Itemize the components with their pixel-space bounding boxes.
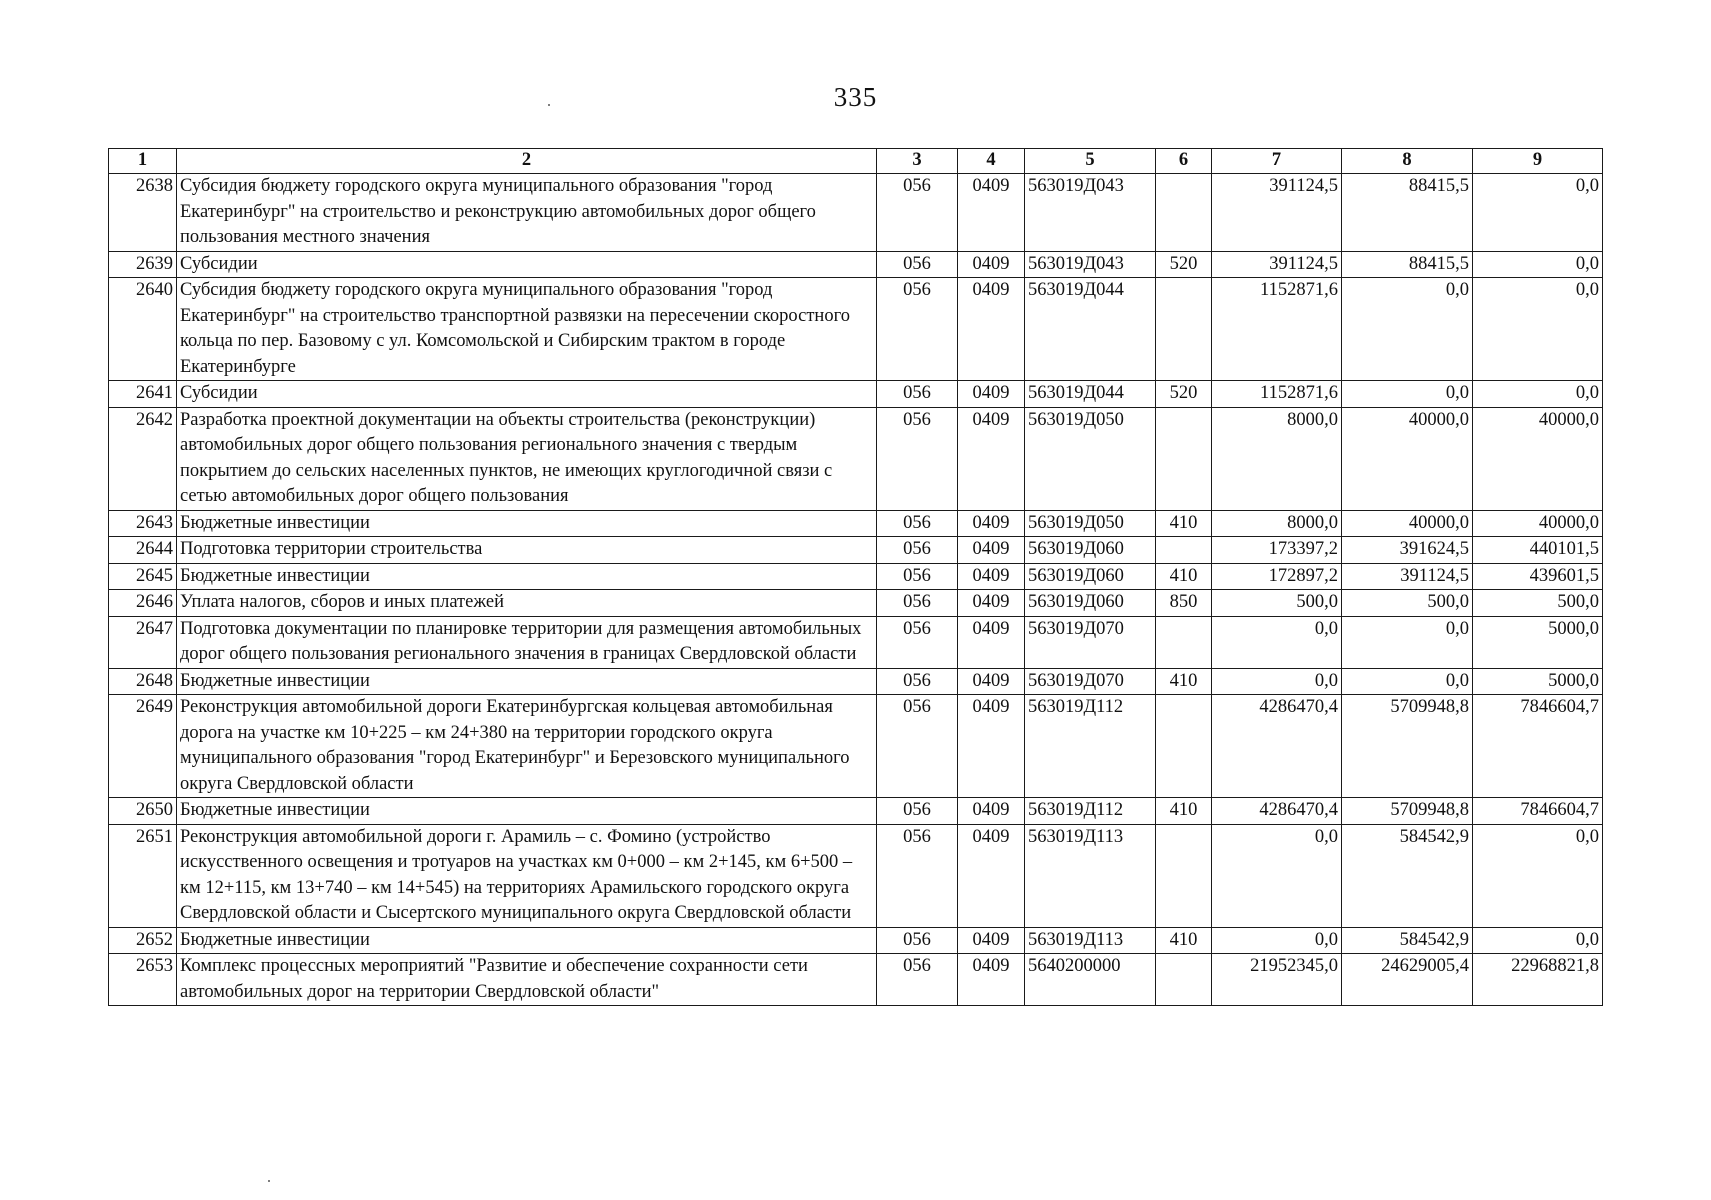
row-code-col5: 563019Д112 (1025, 798, 1156, 825)
row-value-col8: 0,0 (1342, 278, 1473, 381)
table-header-row (109, 149, 1603, 174)
table-row (109, 251, 1603, 278)
row-code-col6 (1156, 695, 1212, 798)
page-number: 335 (833, 82, 878, 112)
row-value-col7: 0,0 (1212, 824, 1342, 927)
row-code-col3: 056 (877, 174, 958, 252)
budget-table (108, 148, 1603, 1006)
row-value-col8: 88415,5 (1342, 174, 1473, 252)
row-name: Подготовка документации по планировке территории для размещения автомобильных дорог общего пользования регионального значения в границах Свердловской области (177, 616, 877, 668)
row-code-col3: 056 (877, 537, 958, 564)
row-code-col3: 056 (877, 251, 958, 278)
row-value-col8: 88415,5 (1342, 251, 1473, 278)
row-value-col9: 0,0 (1473, 251, 1603, 278)
row-number: 2643 (109, 510, 177, 537)
row-number: 2640 (109, 278, 177, 381)
row-value-col9: 7846604,7 (1473, 695, 1603, 798)
table-row (109, 174, 1603, 252)
row-number: 2651 (109, 824, 177, 927)
scan-speck (548, 104, 550, 106)
table-row (109, 927, 1603, 954)
header-col-8: 8 (1342, 149, 1473, 174)
row-value-col9: 0,0 (1473, 174, 1603, 252)
row-code-col4: 0409 (958, 695, 1025, 798)
row-value-col7: 391124,5 (1212, 251, 1342, 278)
header-col-6: 6 (1156, 149, 1212, 174)
row-code-col6: 410 (1156, 668, 1212, 695)
row-value-col9: 5000,0 (1473, 616, 1603, 668)
row-number: 2647 (109, 616, 177, 668)
row-name: Реконструкция автомобильной дороги г. Арамиль – с. Фомино (устройство искусственного освещения и тротуаров на участках км 0+000 – км 2+145, км 6+500 – км 12+115, км 13+740 – км 14+545) на территориях Арамильского городского округа Свердловской области и Сысертского муниципального округа Свердловской области (177, 824, 877, 927)
row-number: 2642 (109, 407, 177, 510)
header-col-5: 5 (1025, 149, 1156, 174)
row-code-col5: 563019Д113 (1025, 824, 1156, 927)
row-number: 2646 (109, 590, 177, 617)
row-name: Субсидии (177, 251, 877, 278)
row-code-col4: 0409 (958, 537, 1025, 564)
row-number: 2649 (109, 695, 177, 798)
row-value-col7: 1152871,6 (1212, 278, 1342, 381)
table-row (109, 695, 1603, 798)
row-name: Разработка проектной документации на объекты строительства (реконструкции) автомобильных дорог общего пользования регионального значения с твердым покрытием до сельских населенных пунктов, не имеющих круглогодичной связи с сетью автомобильных дорог общего пользования (177, 407, 877, 510)
table-row (109, 616, 1603, 668)
row-code-col3: 056 (877, 668, 958, 695)
row-value-col8: 40000,0 (1342, 407, 1473, 510)
row-number: 2645 (109, 563, 177, 590)
row-code-col4: 0409 (958, 174, 1025, 252)
row-value-col9: 5000,0 (1473, 668, 1603, 695)
row-value-col8: 5709948,8 (1342, 695, 1473, 798)
row-code-col5: 563019Д060 (1025, 563, 1156, 590)
row-code-col5: 563019Д070 (1025, 668, 1156, 695)
row-name: Подготовка территории строительства (177, 537, 877, 564)
row-value-col8: 391624,5 (1342, 537, 1473, 564)
row-code-col6 (1156, 174, 1212, 252)
row-code-col5: 563019Д060 (1025, 537, 1156, 564)
row-name: Субсидии (177, 381, 877, 408)
header-col-2: 2 (177, 149, 877, 174)
row-value-col7: 21952345,0 (1212, 954, 1342, 1006)
row-value-col8: 0,0 (1342, 668, 1473, 695)
row-value-col9: 0,0 (1473, 927, 1603, 954)
row-value-col8: 5709948,8 (1342, 798, 1473, 825)
row-code-col6: 520 (1156, 381, 1212, 408)
header-col-3: 3 (877, 149, 958, 174)
table-row (109, 954, 1603, 1006)
row-value-col7: 4286470,4 (1212, 695, 1342, 798)
row-value-col8: 584542,9 (1342, 824, 1473, 927)
table-row (109, 510, 1603, 537)
row-value-col8: 500,0 (1342, 590, 1473, 617)
row-code-col6: 850 (1156, 590, 1212, 617)
row-code-col6 (1156, 954, 1212, 1006)
table-row (109, 407, 1603, 510)
row-code-col6 (1156, 824, 1212, 927)
table-body (109, 174, 1603, 1006)
row-code-col5: 563019Д060 (1025, 590, 1156, 617)
header-col-9: 9 (1473, 149, 1603, 174)
row-value-col7: 8000,0 (1212, 407, 1342, 510)
row-code-col4: 0409 (958, 824, 1025, 927)
row-code-col4: 0409 (958, 927, 1025, 954)
row-name: Бюджетные инвестиции (177, 798, 877, 825)
row-code-col4: 0409 (958, 251, 1025, 278)
row-name: Субсидия бюджету городского округа муниципального образования "город Екатеринбург" на строительство транспортной развязки на пересечении скоростного кольца по пер. Базовому с ул. Комсомольской и Сибирским трактом в городе Екатеринбурге (177, 278, 877, 381)
row-number: 2653 (109, 954, 177, 1006)
row-code-col6 (1156, 278, 1212, 381)
row-value-col9: 40000,0 (1473, 407, 1603, 510)
row-value-col7: 8000,0 (1212, 510, 1342, 537)
row-value-col7: 173397,2 (1212, 537, 1342, 564)
row-value-col8: 584542,9 (1342, 927, 1473, 954)
row-value-col7: 500,0 (1212, 590, 1342, 617)
row-number: 2641 (109, 381, 177, 408)
row-number: 2644 (109, 537, 177, 564)
row-value-col8: 40000,0 (1342, 510, 1473, 537)
row-name: Комплекс процессных мероприятий "Развитие и обеспечение сохранности сети автомобильных дорог на территории Свердловской области" (177, 954, 877, 1006)
table-row (109, 563, 1603, 590)
row-name: Бюджетные инвестиции (177, 510, 877, 537)
row-value-col8: 391124,5 (1342, 563, 1473, 590)
table-row (109, 278, 1603, 381)
row-name: Субсидия бюджету городского округа муниципального образования "город Екатеринбург" на строительство и реконструкцию автомобильных дорог общего пользования местного значения (177, 174, 877, 252)
row-code-col6: 410 (1156, 927, 1212, 954)
row-code-col3: 056 (877, 563, 958, 590)
row-code-col3: 056 (877, 695, 958, 798)
row-code-col3: 056 (877, 824, 958, 927)
row-number: 2639 (109, 251, 177, 278)
row-name: Бюджетные инвестиции (177, 927, 877, 954)
row-code-col3: 056 (877, 954, 958, 1006)
row-code-col4: 0409 (958, 954, 1025, 1006)
row-code-col5: 563019Д113 (1025, 927, 1156, 954)
row-code-col5: 563019Д070 (1025, 616, 1156, 668)
row-value-col9: 22968821,8 (1473, 954, 1603, 1006)
row-code-col3: 056 (877, 590, 958, 617)
row-code-col4: 0409 (958, 668, 1025, 695)
table-row (109, 537, 1603, 564)
row-code-col5: 563019Д050 (1025, 407, 1156, 510)
row-code-col5: 563019Д043 (1025, 174, 1156, 252)
scan-speck (268, 1180, 270, 1182)
row-code-col5: 563019Д112 (1025, 695, 1156, 798)
row-value-col7: 1152871,6 (1212, 381, 1342, 408)
row-code-col6: 410 (1156, 798, 1212, 825)
row-code-col5: 563019Д044 (1025, 381, 1156, 408)
row-value-col7: 4286470,4 (1212, 798, 1342, 825)
row-code-col5: 563019Д043 (1025, 251, 1156, 278)
row-value-col9: 0,0 (1473, 381, 1603, 408)
row-code-col3: 056 (877, 927, 958, 954)
row-value-col9: 0,0 (1473, 824, 1603, 927)
table-row (109, 798, 1603, 825)
row-value-col9: 440101,5 (1473, 537, 1603, 564)
row-code-col4: 0409 (958, 616, 1025, 668)
row-value-col7: 0,0 (1212, 927, 1342, 954)
row-code-col6: 520 (1156, 251, 1212, 278)
row-value-col7: 391124,5 (1212, 174, 1342, 252)
row-value-col8: 24629005,4 (1342, 954, 1473, 1006)
row-code-col4: 0409 (958, 278, 1025, 381)
row-code-col6: 410 (1156, 563, 1212, 590)
row-value-col9: 0,0 (1473, 278, 1603, 381)
table-row (109, 824, 1603, 927)
row-value-col9: 40000,0 (1473, 510, 1603, 537)
row-name: Реконструкция автомобильной дороги Екатеринбургская кольцевая автомобильная дорога на участке км 10+225 – км 24+380 на территории городского округа муниципального образования "город Екатеринбург" и Березовского муниципального округа Свердловской области (177, 695, 877, 798)
row-number: 2638 (109, 174, 177, 252)
row-number: 2650 (109, 798, 177, 825)
row-code-col5: 5640200000 (1025, 954, 1156, 1006)
row-value-col7: 0,0 (1212, 616, 1342, 668)
row-code-col4: 0409 (958, 590, 1025, 617)
row-code-col3: 056 (877, 798, 958, 825)
row-code-col6 (1156, 616, 1212, 668)
row-number: 2652 (109, 927, 177, 954)
table-row (109, 590, 1603, 617)
row-code-col5: 563019Д050 (1025, 510, 1156, 537)
row-code-col6 (1156, 407, 1212, 510)
row-number: 2648 (109, 668, 177, 695)
row-code-col4: 0409 (958, 510, 1025, 537)
row-code-col5: 563019Д044 (1025, 278, 1156, 381)
table-row (109, 381, 1603, 408)
row-name: Уплата налогов, сборов и иных платежей (177, 590, 877, 617)
header-col-4: 4 (958, 149, 1025, 174)
row-value-col7: 172897,2 (1212, 563, 1342, 590)
row-value-col9: 439601,5 (1473, 563, 1603, 590)
row-code-col3: 056 (877, 407, 958, 510)
row-code-col4: 0409 (958, 798, 1025, 825)
row-value-col9: 500,0 (1473, 590, 1603, 617)
row-value-col7: 0,0 (1212, 668, 1342, 695)
row-value-col8: 0,0 (1342, 616, 1473, 668)
row-code-col6 (1156, 537, 1212, 564)
row-name: Бюджетные инвестиции (177, 668, 877, 695)
row-value-col9: 7846604,7 (1473, 798, 1603, 825)
row-code-col4: 0409 (958, 563, 1025, 590)
header-col-1: 1 (109, 149, 177, 174)
row-code-col4: 0409 (958, 407, 1025, 510)
row-name: Бюджетные инвестиции (177, 563, 877, 590)
row-value-col8: 0,0 (1342, 381, 1473, 408)
row-code-col3: 056 (877, 278, 958, 381)
row-code-col3: 056 (877, 510, 958, 537)
header-col-7: 7 (1212, 149, 1342, 174)
row-code-col3: 056 (877, 381, 958, 408)
row-code-col4: 0409 (958, 381, 1025, 408)
table-row (109, 668, 1603, 695)
row-code-col3: 056 (877, 616, 958, 668)
row-code-col6: 410 (1156, 510, 1212, 537)
